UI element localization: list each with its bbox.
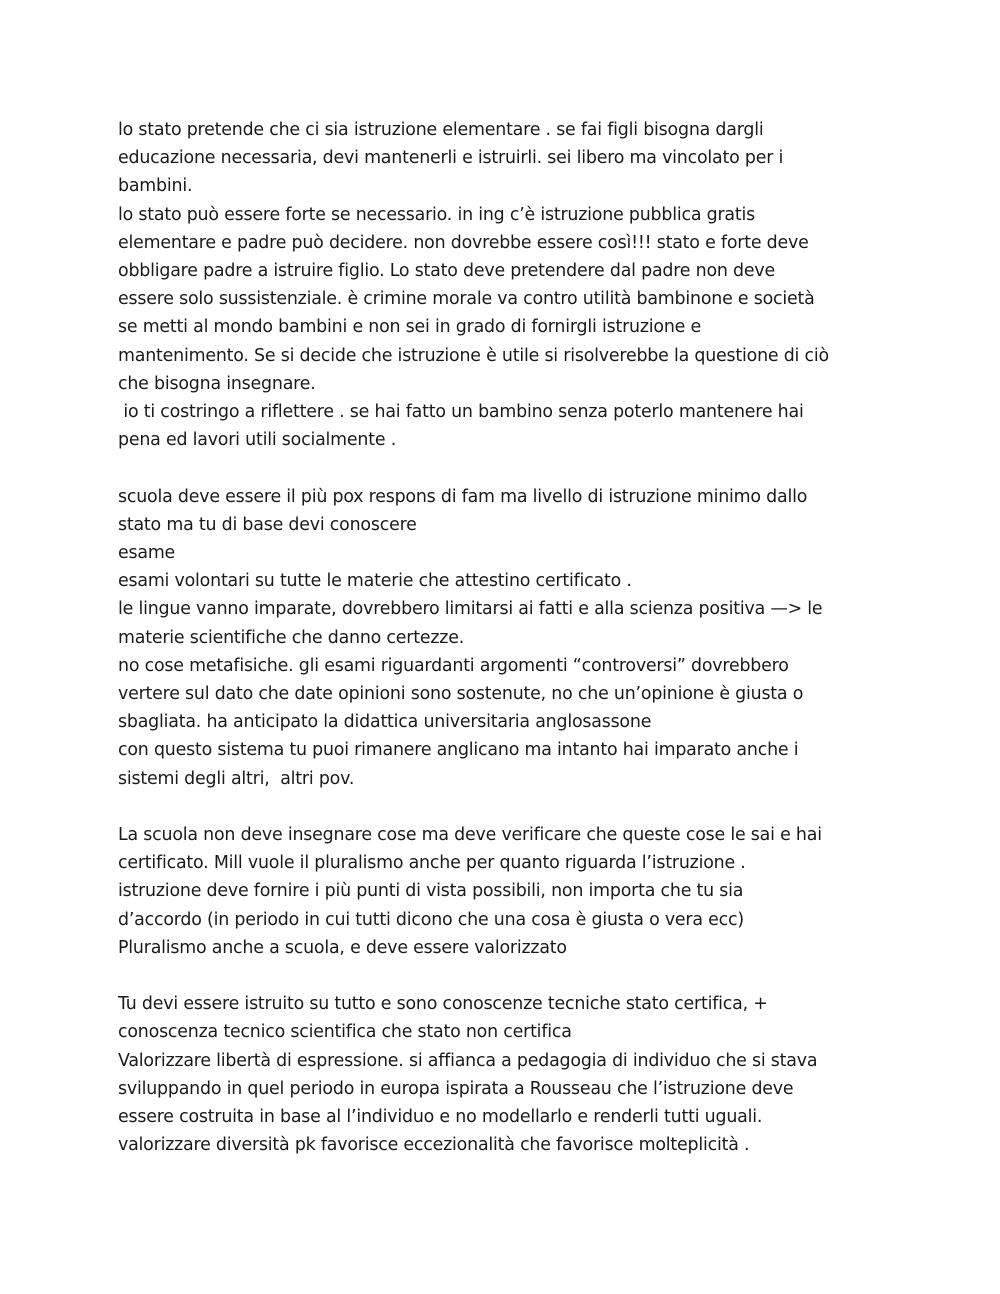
- text-line: educazione necessaria, devi mantenerli e istruirli. sei libero ma vincolato per i: [118, 148, 784, 169]
- text-line: conoscenza tecnico scientifica che stato non certifica: [118, 1022, 572, 1043]
- text-line: lo stato pretende che ci sia istruzione elementare . se fai figli bisogna dargli: [118, 120, 764, 140]
- text-line: sbagliata. ha anticipato la didattica universitaria anglosassone: [118, 712, 652, 733]
- text-line: pena ed lavori utili socialmente .: [118, 430, 397, 451]
- text-line: stato ma tu di base devi conoscere: [118, 514, 417, 535]
- text-line: esame: [118, 543, 176, 564]
- text-line: sistemi degli altri, altri pov.: [118, 768, 355, 789]
- text-line: elementare e padre può decidere. non dovrebbe essere così!!! stato e forte deve: [118, 232, 809, 253]
- text-line: scuola deve essere il più pox respons di fam ma livello di istruzione minimo dallo: [118, 486, 808, 507]
- text-line: Valorizzare libertà di espressione. si affianca a pedagogia di individuo che si stava: [118, 1050, 818, 1071]
- text-line: mantenimento. Se si decide che istruzione è utile si risolverebbe la questione di ciò: [118, 345, 829, 366]
- text-line: essere solo sussistenziale. è crimine morale va contro utilità bambinone e società: [118, 289, 815, 310]
- text-line: La scuola non deve insegnare cose ma deve verificare che queste cose le sai e hai: [118, 825, 822, 846]
- text-line: d’accordo (in periodo in cui tutti dicono che una cosa è giusta o vera ecc): [118, 909, 744, 930]
- text-line: essere costruita in base al l’individuo e no modellarlo e renderli tutti uguali.: [118, 1107, 763, 1128]
- text-line: istruzione deve fornire i più punti di vista possibili, non importa che tu sia: [118, 881, 744, 902]
- document-page: [118, 116, 893, 1159]
- text-line: valorizzare diversità pk favorisce eccezionalità che favorisce molteplicità .: [118, 1135, 750, 1156]
- text-line: se metti al mondo bambini e non sei in grado di fornirgli istruzione e: [118, 317, 701, 338]
- text-line: esami volontari su tutte le materie che attestino certificato .: [118, 571, 632, 592]
- text-line: vertere sul dato che date opinioni sono sostenute, no che un’opinione è giusta o: [118, 684, 804, 705]
- text-line: Tu devi essere istruito su tutto e sono conoscenze tecniche stato certifica, +: [118, 994, 768, 1015]
- text-line: lo stato può essere forte se necessario. in ing c’è istruzione pubblica gratis: [118, 204, 755, 225]
- text-line: sviluppando in quel periodo in europa ispirata a Rousseau che l’istruzione deve: [118, 1078, 794, 1099]
- text-line: bambini.: [118, 176, 193, 197]
- text-line: con questo sistema tu puoi rimanere anglicano ma intanto hai imparato anche i: [118, 740, 799, 761]
- text-line: materie scientifiche che danno certezze.: [118, 627, 465, 648]
- text-line: che bisogna insegnare.: [118, 373, 316, 394]
- paragraph-gap: [118, 454, 893, 482]
- text-line: Pluralismo anche a scuola, e deve essere valorizzato: [118, 937, 567, 958]
- text-line: no cose metafisiche. gli esami riguardanti argomenti “controversi” dovrebbero: [118, 655, 789, 676]
- paragraph-gap: [118, 793, 893, 821]
- text-line: certificato. Mill vuole il pluralismo anche per quanto riguarda l’istruzione .: [118, 853, 746, 874]
- paragraph-gap: [118, 962, 893, 990]
- text-line: le lingue vanno imparate, dovrebbero limitarsi ai fatti e alla scienza positiva —> le: [118, 599, 823, 620]
- text-line: io ti costringo a riflettere . se hai fatto un bambino senza poterlo mantenere hai: [118, 402, 804, 423]
- text-line: obbligare padre a istruire figlio. Lo stato deve pretendere dal padre non deve: [118, 261, 775, 282]
